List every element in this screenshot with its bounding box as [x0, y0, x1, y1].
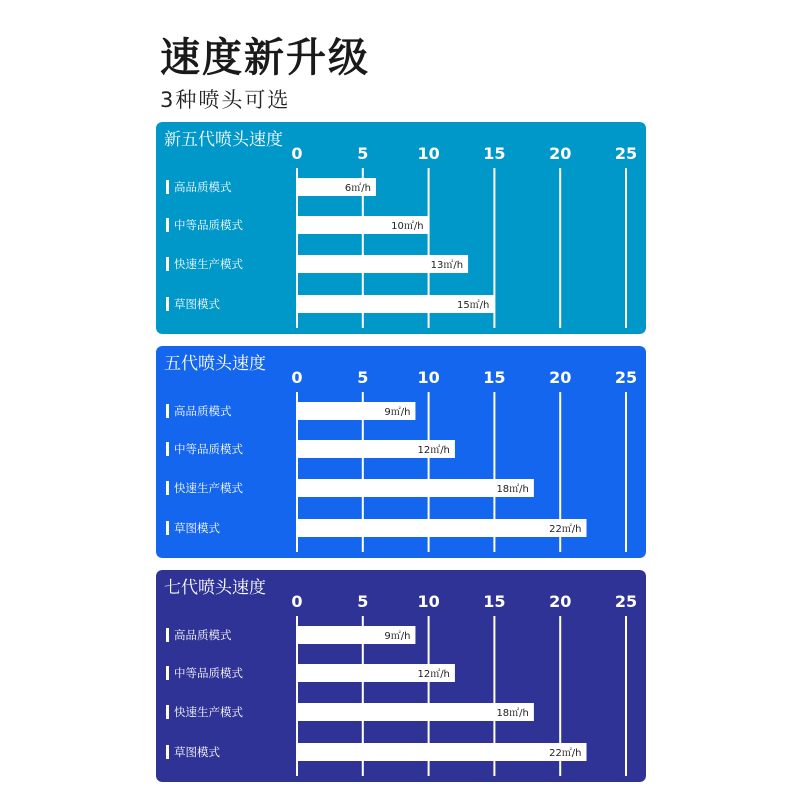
category-marker: [166, 404, 169, 418]
bar-data-label: 13㎡/h: [430, 260, 464, 271]
x-tick-label: 0: [291, 368, 303, 387]
x-tick-label: 10: [417, 592, 440, 611]
chart-gen5-svg: [156, 346, 646, 558]
category-label: 快速生产模式: [174, 705, 243, 719]
category-label: 草图模式: [174, 297, 220, 311]
bar-data-label: 22㎡/h: [549, 524, 582, 535]
category-label: 草图模式: [174, 521, 220, 535]
bar-data-label: 12㎡/h: [417, 669, 450, 680]
chart-new-gen5-svg: [156, 122, 646, 334]
category-label: 中等品质模式: [174, 442, 243, 456]
x-tick-label: 10: [417, 144, 440, 163]
bar-data-label: 9㎡/h: [384, 407, 411, 418]
category-label: 高品质模式: [174, 180, 232, 194]
bar-data-label: 15㎡/h: [456, 300, 490, 311]
x-tick-label: 15: [483, 144, 506, 163]
x-tick-label: 20: [549, 368, 572, 387]
bar-data-label: 18㎡/h: [496, 708, 529, 719]
x-tick-label: 5: [357, 144, 369, 163]
chart-panel-new-gen5: [156, 122, 646, 334]
x-tick-label: 15: [483, 592, 506, 611]
x-tick-label: 20: [549, 144, 572, 163]
x-tick-label: 0: [291, 144, 303, 163]
bar: [297, 743, 587, 761]
category-marker: [166, 481, 169, 495]
x-tick-label: 20: [549, 592, 572, 611]
category-label: 草图模式: [174, 745, 220, 759]
category-marker: [166, 705, 169, 719]
chart-title: 新五代喷头速度: [164, 130, 283, 150]
category-label: 高品质模式: [174, 628, 232, 642]
category-marker: [166, 628, 169, 642]
x-tick-label: 0: [291, 592, 303, 611]
chart-title: 七代喷头速度: [164, 578, 266, 598]
bar-data-label: 12㎡/h: [417, 445, 450, 456]
x-tick-label: 25: [614, 368, 638, 387]
category-marker: [166, 297, 169, 311]
x-tick-label: 15: [483, 368, 506, 387]
category-marker: [166, 745, 169, 759]
bar-data-label: 22㎡/h: [549, 748, 582, 759]
bar: [297, 519, 587, 537]
page-title: 速度新升级: [160, 35, 370, 81]
category-label: 中等品质模式: [174, 666, 243, 680]
x-tick-label: 25: [614, 144, 638, 163]
x-tick-label: 5: [357, 592, 369, 611]
category-marker: [166, 521, 169, 535]
category-marker: [166, 442, 169, 456]
x-tick-label: 10: [417, 368, 440, 387]
x-tick-label: 5: [357, 368, 369, 387]
category-marker: [166, 666, 169, 680]
page-subtitle: 3种喷头可选: [160, 88, 291, 112]
bar-data-label: 18㎡/h: [496, 484, 529, 495]
x-tick-label: 25: [614, 592, 638, 611]
category-label: 快速生产模式: [174, 481, 243, 495]
bar-data-label: 9㎡/h: [384, 631, 411, 642]
category-marker: [166, 218, 169, 232]
category-label: 高品质模式: [174, 404, 232, 418]
chart-title: 五代喷头速度: [164, 354, 266, 374]
category-label: 快速生产模式: [174, 257, 243, 271]
chart-panel-gen5: [156, 346, 646, 558]
category-marker: [166, 180, 169, 194]
chart-panel-gen7: [156, 570, 646, 782]
category-marker: [166, 257, 169, 271]
chart-gen7-svg: [156, 570, 646, 782]
category-label: 中等品质模式: [174, 218, 243, 232]
bar-data-label: 6㎡/h: [344, 183, 371, 194]
bar-data-label: 10㎡/h: [391, 221, 424, 232]
